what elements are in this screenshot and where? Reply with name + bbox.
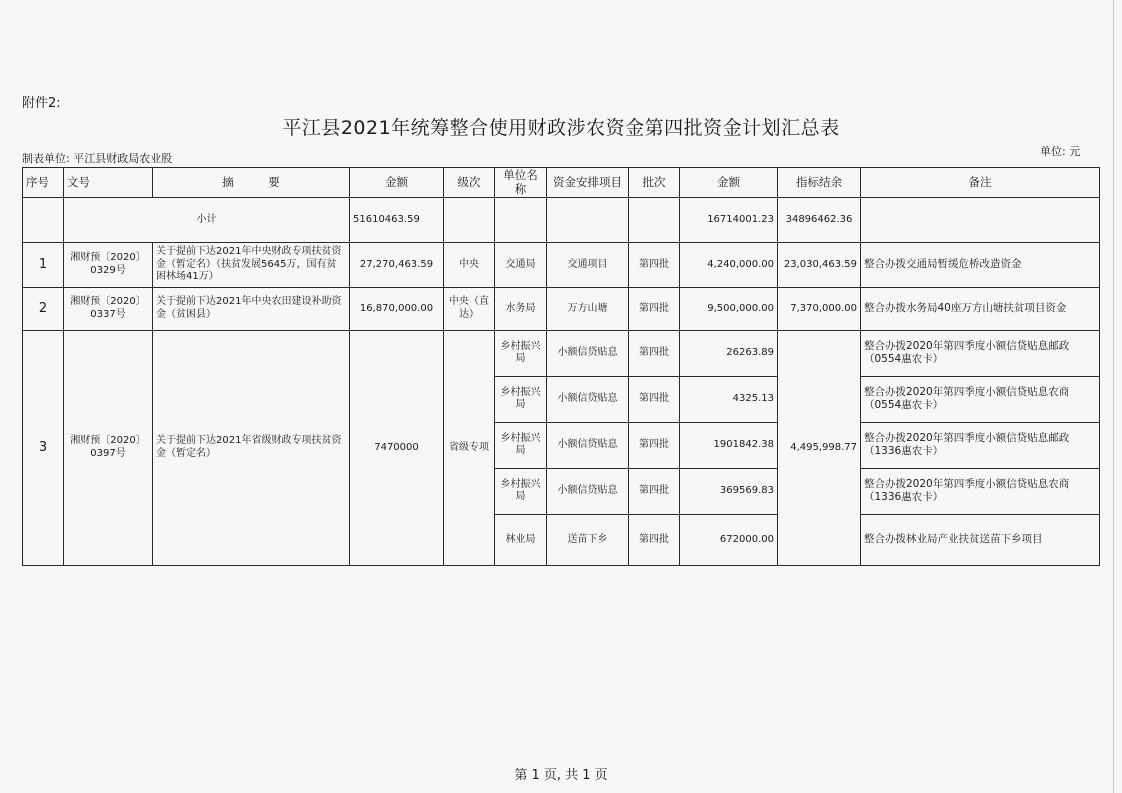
- subtotal-alloc-amount: 16714001.23: [680, 197, 778, 242]
- unit-cell: 乡村振兴局: [495, 468, 547, 514]
- note-cell: 整合办拨2020年第四季度小额信贷贴息农商（0554惠农卡）: [861, 376, 1100, 422]
- note-cell: 整合办拨2020年第四季度小额信贷贴息农商（1336惠农卡）: [861, 468, 1100, 514]
- subtotal-amount: 51610463.59: [350, 197, 444, 242]
- unit-cell: 乡村振兴局: [495, 422, 547, 468]
- batch-cell: 第四批: [629, 422, 680, 468]
- alloc-amount-cell: 9,500,000.00: [680, 287, 778, 330]
- unit-cell: 水务局: [495, 287, 547, 330]
- col-header-doc: 文号: [64, 168, 153, 198]
- subtotal-balance: 34896462.36: [778, 197, 861, 242]
- project-cell: 万方山塘: [547, 287, 629, 330]
- batch-cell: 第四批: [629, 376, 680, 422]
- alloc-amount-cell: 672000.00: [680, 514, 778, 565]
- header-row: [23, 168, 1100, 198]
- table-cell: [495, 197, 547, 242]
- project-cell: 小额信贷贴息: [547, 468, 629, 514]
- alloc-amount-cell: 4325.13: [680, 376, 778, 422]
- batch-cell: 第四批: [629, 330, 680, 376]
- attachment-label: 附件2:: [22, 96, 61, 111]
- balance-cell: 4,495,998.77: [778, 330, 861, 565]
- balance-cell: 7,370,000.00: [778, 287, 861, 330]
- row-number: 1: [23, 242, 64, 287]
- col-header-unit: 单位名称: [495, 168, 547, 198]
- balance-cell: 23,030,463.59: [778, 242, 861, 287]
- table-cell: [629, 197, 680, 242]
- table-row: [23, 242, 1100, 287]
- currency-unit: 单位: 元: [1040, 145, 1081, 158]
- funds-summary-table: [22, 167, 1100, 566]
- alloc-amount-cell: 4,240,000.00: [680, 242, 778, 287]
- col-header-project: 资金安排项目: [547, 168, 629, 198]
- subtotal-row: [23, 197, 1100, 242]
- alloc-amount-cell: 1901842.38: [680, 422, 778, 468]
- table-row: [23, 287, 1100, 330]
- col-header-summary: 摘 要: [153, 168, 350, 198]
- col-header-balance: 指标结余: [778, 168, 861, 198]
- amount-cell: 16,870,000.00: [350, 287, 444, 330]
- summary-text: 关于提前下达2021年中央财政专项扶贫资金（暂定名）（扶贫发展5645万，国有贫困林场41万）: [153, 242, 350, 287]
- alloc-amount-cell: 26263.89: [680, 330, 778, 376]
- amount-cell: 7470000: [350, 330, 444, 565]
- row-number: 3: [23, 330, 64, 565]
- col-header-no: 序号: [23, 168, 64, 198]
- note-cell: 整合办拨林业局产业扶贫送苗下乡项目: [861, 514, 1100, 565]
- table-cell: [861, 197, 1100, 242]
- project-cell: 交通项目: [547, 242, 629, 287]
- col-header-amount: 金额: [350, 168, 444, 198]
- project-cell: 送苗下乡: [547, 514, 629, 565]
- subtotal-label: 小计: [64, 197, 350, 242]
- page-title: 平江县2021年统筹整合使用财政涉农资金第四批资金计划汇总表: [282, 117, 840, 139]
- level-cell: 省级专项: [444, 330, 495, 565]
- issuing-unit: 制表单位: 平江县财政局农业股: [22, 152, 173, 165]
- col-header-note: 备注: [861, 168, 1100, 198]
- note-cell: 整合办拨交通局暂缓危桥改造资金: [861, 242, 1100, 287]
- amount-cell: 27,270,463.59: [350, 242, 444, 287]
- project-cell: 小额信贷贴息: [547, 330, 629, 376]
- scan-edge-line: [1113, 0, 1114, 793]
- batch-cell: 第四批: [629, 242, 680, 287]
- batch-cell: 第四批: [629, 468, 680, 514]
- col-header-alloc-amount: 金额: [680, 168, 778, 198]
- unit-cell: 乡村振兴局: [495, 330, 547, 376]
- project-cell: 小额信贷贴息: [547, 376, 629, 422]
- table-cell: [444, 197, 495, 242]
- table-cell: [547, 197, 629, 242]
- batch-cell: 第四批: [629, 514, 680, 565]
- doc-number: 湘财预〔2020〕0337号: [64, 287, 153, 330]
- level-cell: 中央（直达）: [444, 287, 495, 330]
- batch-cell: 第四批: [629, 287, 680, 330]
- summary-text: 关于提前下达2021年中央农田建设补助资金（贫困县）: [153, 287, 350, 330]
- page-footer: 第 1 页, 共 1 页: [514, 768, 608, 783]
- level-cell: 中央: [444, 242, 495, 287]
- table-cell: [23, 197, 64, 242]
- col-header-level: 级次: [444, 168, 495, 198]
- doc-number: 湘财预〔2020〕0397号: [64, 330, 153, 565]
- note-cell: 整合办拨2020年第四季度小额信贷贴息邮政（0554惠农卡）: [861, 330, 1100, 376]
- unit-cell: 交通局: [495, 242, 547, 287]
- alloc-amount-cell: 369569.83: [680, 468, 778, 514]
- note-cell: 整合办拨水务局40座万方山塘扶贫项目资金: [861, 287, 1100, 330]
- doc-number: 湘财预〔2020〕0329号: [64, 242, 153, 287]
- col-header-batch: 批次: [629, 168, 680, 198]
- unit-cell: 林业局: [495, 514, 547, 565]
- unit-cell: 乡村振兴局: [495, 376, 547, 422]
- summary-text: 关于提前下达2021年省级财政专项扶贫资金（暂定名）: [153, 330, 350, 565]
- note-cell: 整合办拨2020年第四季度小额信贷贴息邮政（1336惠农卡）: [861, 422, 1100, 468]
- row-number: 2: [23, 287, 64, 330]
- table-row: [23, 330, 1100, 376]
- project-cell: 小额信贷贴息: [547, 422, 629, 468]
